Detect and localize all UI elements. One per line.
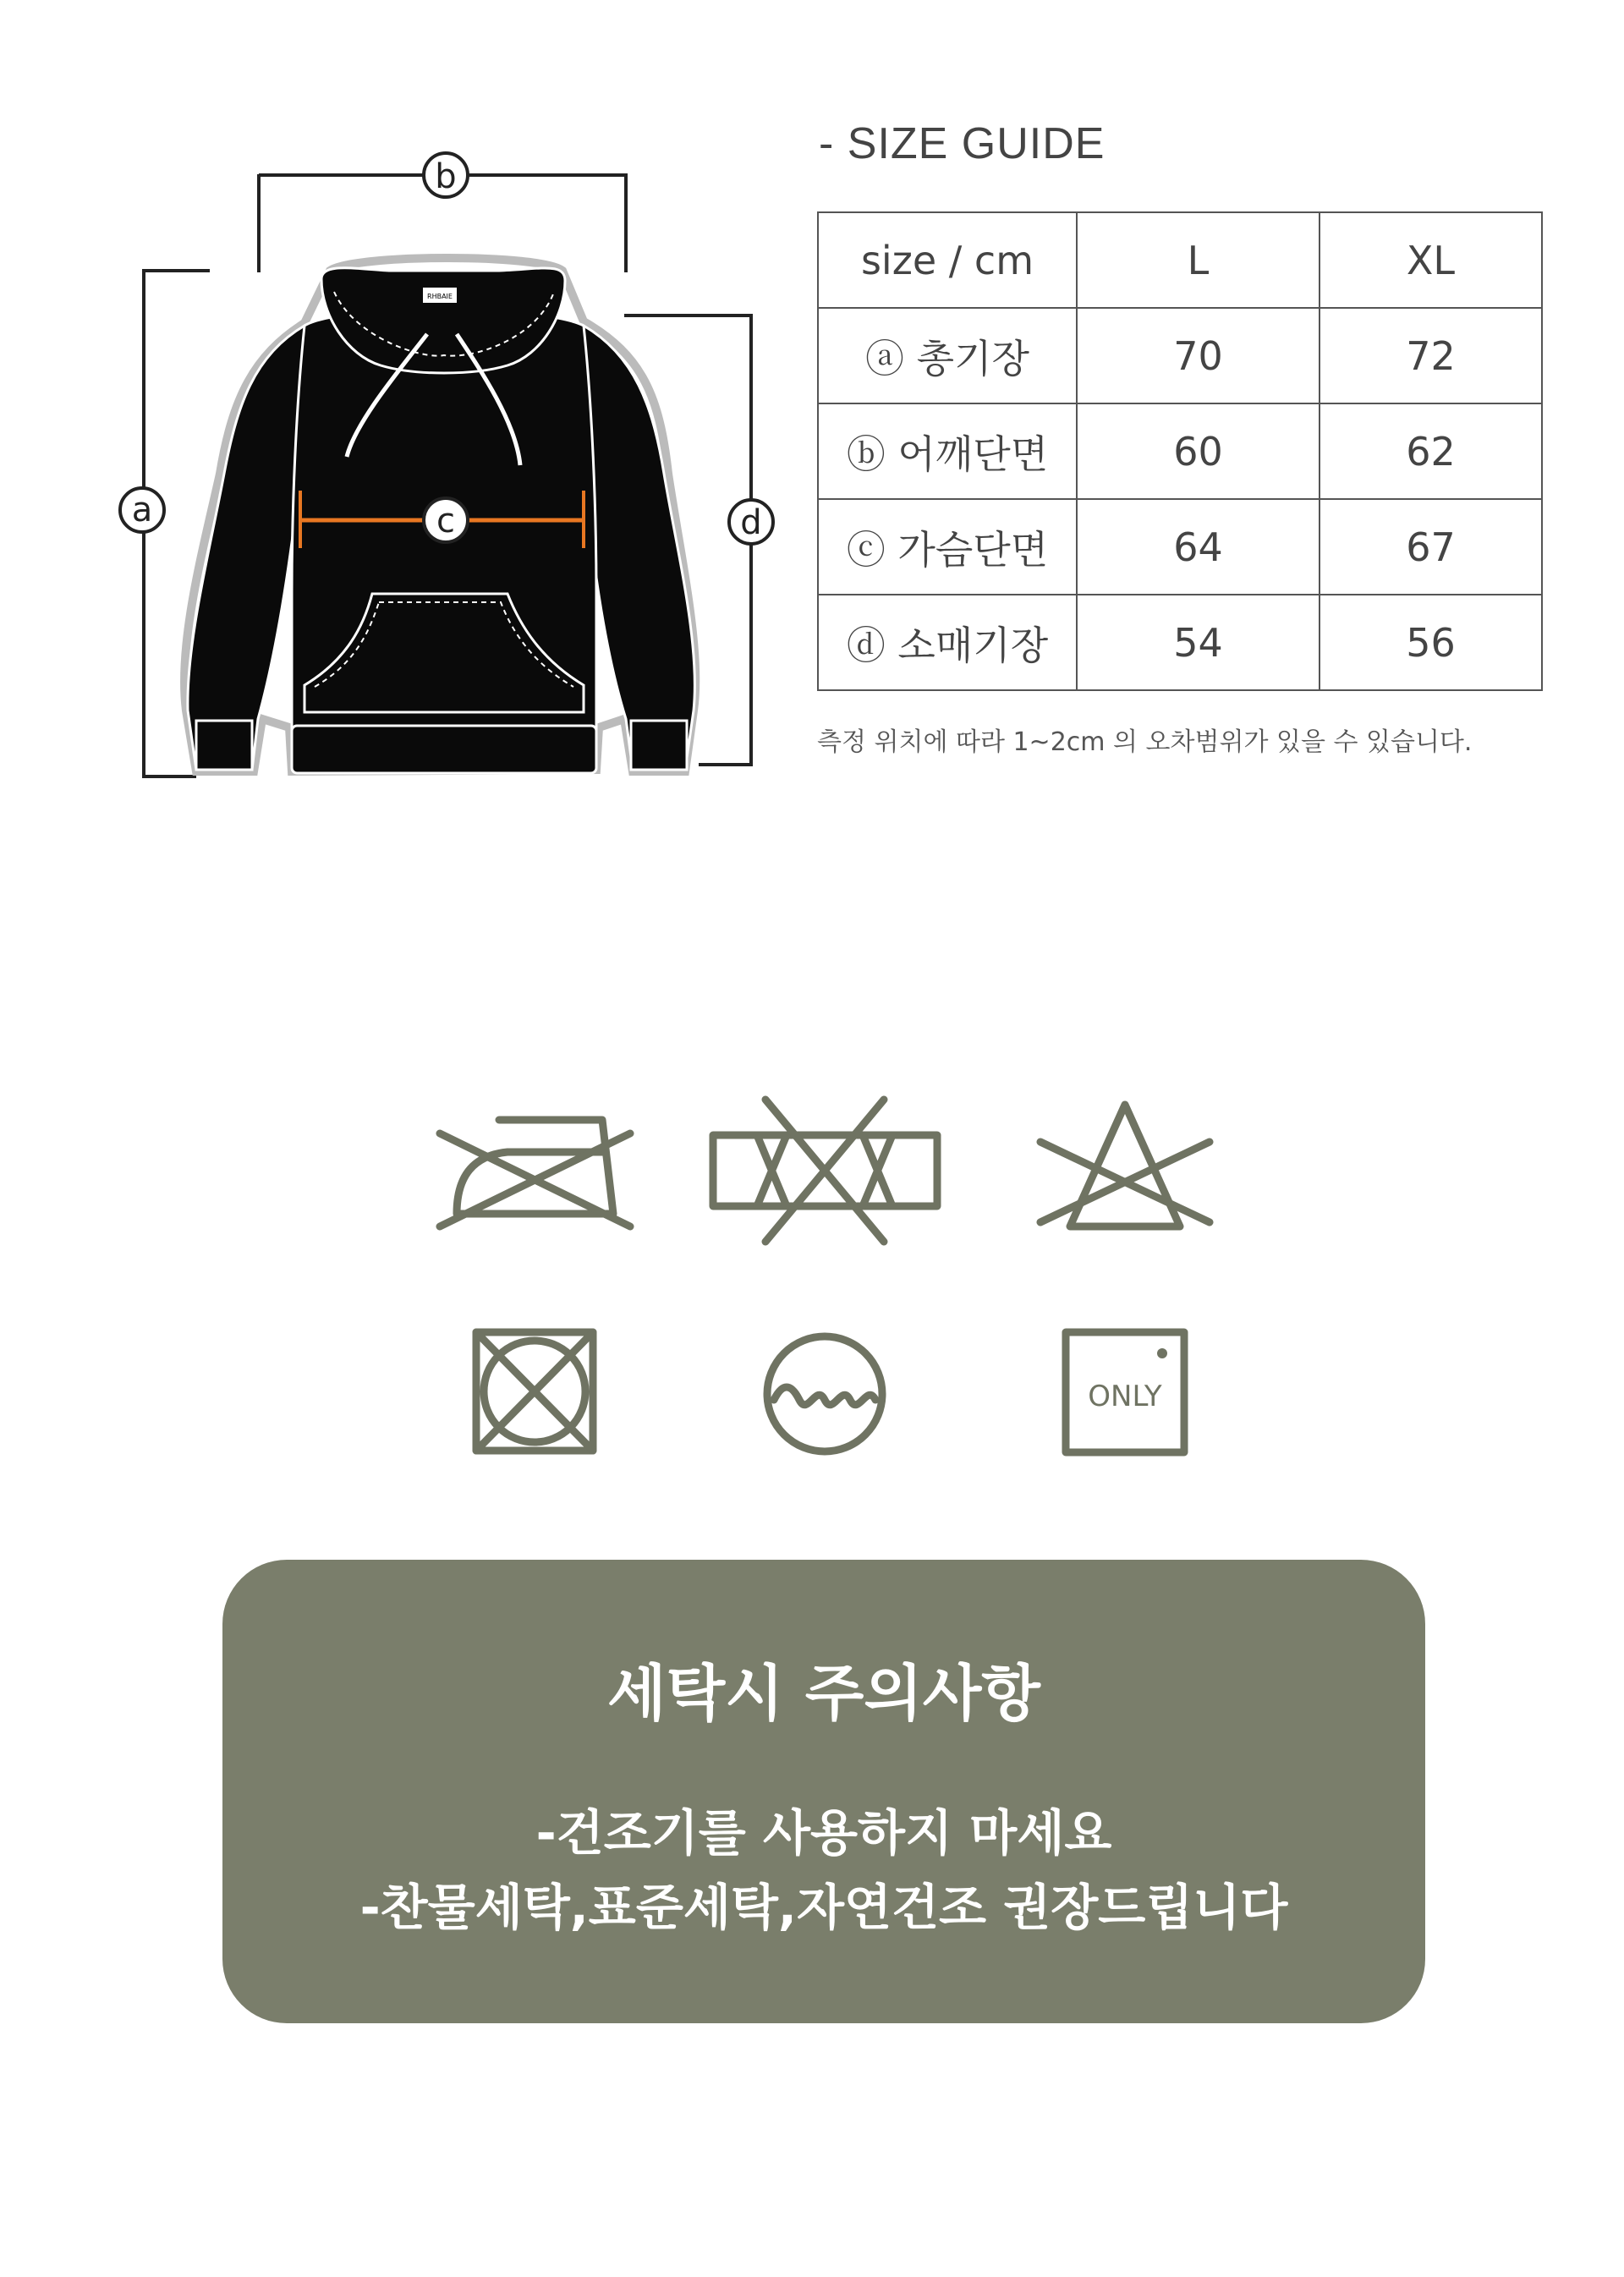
dot-icon [1157, 1348, 1167, 1358]
no-tumble-dry-icon [476, 1332, 593, 1451]
cell-L: 60 [1077, 403, 1320, 499]
svg-text:b: b [435, 157, 457, 196]
care-panel-title: 세탁시 주의사항 [607, 1658, 1040, 1729]
marker-a [120, 488, 164, 532]
svg-text:a: a [131, 491, 153, 529]
care-instruction-line: -건조기를 사용하지 마세요 [535, 1804, 1112, 1862]
size-guide-title: - SIZE GUIDE [819, 119, 1106, 168]
row-label: ⓐ 총기장 [818, 308, 1077, 403]
care-instruction-line: -찬물세탁,표준세탁,자연건조 권장드립니다 [359, 1879, 1288, 1936]
only-label: ONLY [1088, 1380, 1162, 1413]
cell-XL: 62 [1320, 403, 1542, 499]
header-cell: XL [1320, 212, 1542, 308]
table-row [818, 499, 1542, 595]
no-bleach-icon [1040, 1105, 1210, 1226]
care-instructions-panel [222, 1560, 1425, 2023]
measurement-note: 측정 위치에 따라 1~2cm 의 오차범위가 있을 수 있습니다. [817, 727, 1473, 757]
cell-L: 70 [1077, 308, 1320, 403]
table-header-row [818, 212, 1542, 308]
gentle-wash-icon [767, 1336, 882, 1451]
cell-L: 54 [1077, 595, 1320, 690]
size-table [817, 211, 1543, 691]
no-wringing-icon [713, 1100, 937, 1242]
hoodie-size-diagram [0, 0, 795, 795]
cell-XL: 67 [1320, 499, 1542, 595]
row-label: ⓓ 소매기장 [818, 595, 1077, 690]
care-symbols [0, 1074, 1624, 1480]
table-row [818, 403, 1542, 499]
row-label: ⓑ 어깨단면 [818, 403, 1077, 499]
row-label: ⓒ 가슴단면 [818, 499, 1077, 595]
cell-L: 64 [1077, 499, 1320, 595]
marker-c [424, 498, 468, 542]
svg-text:c: c [436, 502, 455, 540]
header-cell: size / cm [818, 212, 1077, 308]
no-ironing-icon [440, 1120, 630, 1226]
cell-XL: 56 [1320, 595, 1542, 690]
svg-text:d: d [740, 503, 762, 542]
marker-b [424, 153, 468, 197]
hoodie-label-tag: RHBAIE [427, 293, 453, 300]
header-cell: L [1077, 212, 1320, 308]
cell-XL: 72 [1320, 308, 1542, 403]
marker-d [729, 500, 773, 544]
table-row [818, 308, 1542, 403]
table-row [818, 595, 1542, 690]
